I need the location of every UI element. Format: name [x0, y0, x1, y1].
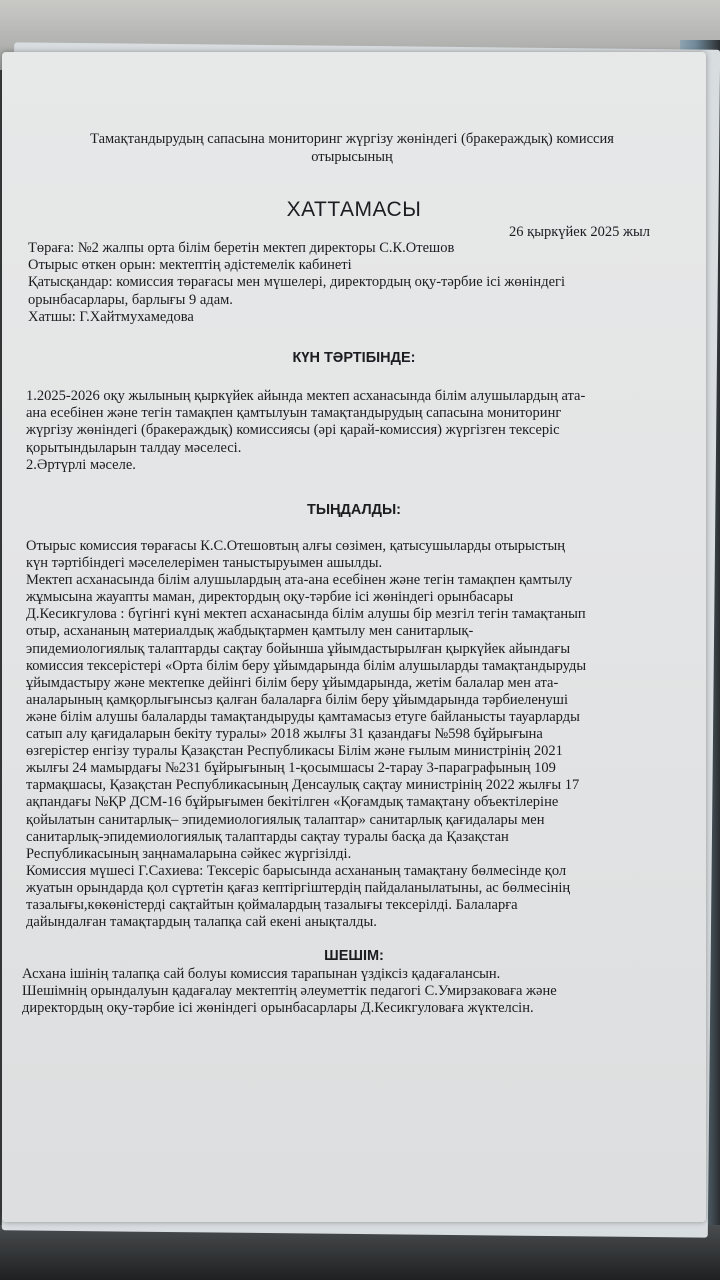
heard-line: Республикасының заңнамаларына сәйкес жүргізілді. — [26, 845, 352, 862]
heard-line: тармақшасы, Қазақстан Республикасының Денсаулық сақтау министрінің 2022 жылғы 17 — [26, 777, 580, 794]
heard-line: және білім алушы балаларды тамақтандыруды қамтамасыз етуге байланысты тауарларды — [26, 708, 580, 725]
decision-heading: ШЕШІМ: — [324, 948, 384, 964]
heard-line: өзгерістер енгізу туралы Қазақстан Республикасы Білім және ғылым министрінің 2021 — [26, 743, 563, 760]
heard-line: Отырыс комиссия төрағасы К.С.Отешовтың алғы сөзімен, қатысушыларды отырыстың — [26, 538, 566, 554]
decision-line: Шешімнің орындалуын қадағалау мектептің әлеуметтік педагогі С.Умирзаковаға және — [22, 983, 557, 1000]
heard-block — [26, 538, 690, 931]
heard-line: күн тәртібіндегі мәселелерімен таныстыруымен ашылды. — [26, 555, 383, 572]
meta-line: Отырыс өткен орын: мектептің әдістемелік кабинеті — [28, 257, 352, 274]
heard-line: отыр, асхананың материалдық жабдықтармен қамтылу мен санитарлық- — [26, 623, 474, 640]
heard-line: ақпандағы №ҚР ДСМ-16 бұйрығымен бекітілген «Қоғамдық тамақтану объектілеріне — [26, 794, 559, 811]
decision-line: директордың оқу-тәрбие ісі жөніндегі орынбасарлары Д.Кесикгуловаға жүктелсін. — [22, 1000, 534, 1017]
meta-line: Хатшы: Г.Хайтмухамедова — [28, 308, 194, 325]
meta-block — [28, 240, 688, 326]
agenda-line: жүргізу жөніндегі (бракераждық) комиссиясы (әрі қарай-комиссия) жүргізген тексеріс — [26, 422, 560, 439]
heard-line: аналарының қамқорлығынсыз қалған балаларға білім беру ұйымдарында тәрбиеленуші — [26, 691, 568, 708]
agenda-heading: КҮН ТӘРТІБІНДЕ: — [292, 350, 416, 366]
heard-line: жылғы 24 мамырдағы №231 бұйрығының 1-қосымшасы 2-тарау 3-параграфының 109 — [26, 760, 556, 777]
heard-line: сатып алу қағидаларын бекіту туралы» 2018 жылғы 31 қазандағы №598 бұйрығына — [26, 726, 543, 743]
meta-line: Қатысқандар: комиссия төрағасы мен мүшелері, директордың оқу-тәрбие ісі жөніндегі — [28, 274, 565, 291]
decision-block — [22, 966, 692, 1018]
heard-line: тазалығы,көкөністерді сақтайтын қоймалардың тазалығы тексерілді. Балаларға — [26, 896, 518, 913]
heard-line: ұйымдастыру және мектепке дейінгі білім беру ұйымдарында, жетім балалар мен ата- — [26, 674, 559, 691]
agenda-line: 2.Әртүрлі мәселе. — [26, 456, 136, 473]
document-date: 26 қыркүйек 2025 жыл — [509, 224, 650, 240]
document-header-line-2: отырысының — [311, 149, 393, 165]
decision-line: Асхана ішінің талапқа сай болуы комиссия тарапынан үздіксіз қадағалансын. — [22, 966, 501, 982]
document-page — [2, 52, 706, 1222]
heard-line: жуатын орындарда қол сүртетін қағаз кептіргіштердің пайдаланылатыны, ас бөлмесінің — [26, 879, 571, 896]
heard-line: санитарлық-эпидемиологиялық талаптарды сақтау туралы басқа да Қазақстан — [26, 828, 509, 845]
heard-line: жұмысына жауапты маман, директордың оқу-тәрбие ісі жөніндегі орынбасары — [26, 589, 514, 606]
agenda-block — [26, 388, 686, 474]
heard-line: комиссия тексерістері «Орта білім беру ұйымдарында білім алушыларды тамақтандыруды — [26, 657, 587, 674]
heard-line: эпидемиологиялық талаптарды сақтау бойынша ұйымдастырылған қыркүйек айындағы — [26, 640, 571, 657]
heard-heading: ТЫҢДАЛДЫ: — [306, 502, 402, 518]
meta-line: орынбасарлары, барлығы 9 адам. — [28, 291, 233, 308]
agenda-line: 1.2025-2026 оқу жылының қыркүйек айында мектеп асханасында білім алушылардың ата- — [26, 388, 586, 404]
agenda-line: ана есебінен және тегін тамақпен қамтылуын тамақтандырудың сапасына мониторинг — [26, 405, 562, 422]
document-header-line-1: Тамақтандырудың сапасына мониторинг жүргізу жөніндегі (бракераждық) комиссия — [90, 131, 614, 147]
meta-line: Төраға: №2 жалпы орта білім беретін мектеп директоры С.К.Отешов — [28, 240, 455, 256]
agenda-line: қорытындыларын талдау мәселесі. — [26, 439, 242, 456]
heard-line: Д.Кесикгулова : бүгінгі күні мектеп асханасында білім алушы бір мезгіл тегін тамақтанып — [26, 606, 586, 623]
document-title: ХАТТАМАСЫ — [286, 198, 422, 221]
heard-line: қойылатын санитарлық– эпидемиологиялық талаптар» санитарлық қағидалары мен — [26, 811, 545, 828]
heard-line: Комиссия мүшесі Г.Сахиева: Тексеріс барысында асхананың тамақтану бөлмесінде қол — [26, 862, 567, 879]
heard-line: Мектеп асханасында білім алушылардың ата-ана есебінен және тегін тамақпен қамтылу — [26, 572, 573, 589]
heard-line: дайындалған тамақтардың талапқа сай екені анықталды. — [26, 914, 377, 931]
